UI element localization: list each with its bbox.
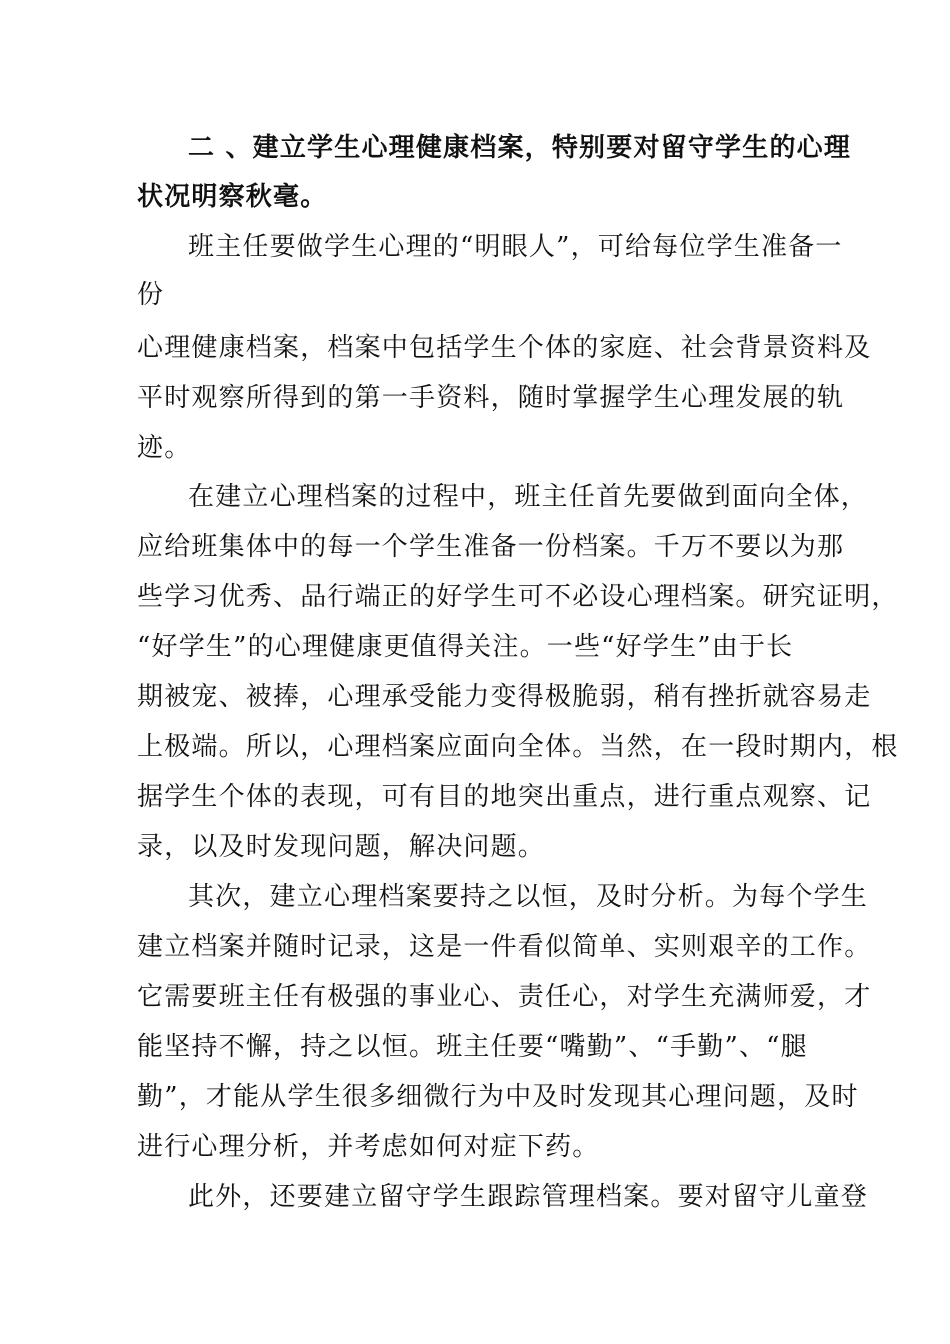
paragraph-2-line-7: 据学生个体的表现，可有目的地突出重点，进行重点观察、记 (137, 782, 872, 812)
paragraph-3-line-3: 它需要班主任有极强的事业心、责任心，对学生充满师爱，才 (137, 982, 872, 1012)
paragraph-3-line-5: 勤”，才能从学生很多细微行为中及时发现其心理问题，及时 (137, 1082, 859, 1112)
paragraph-3-line-2: 建立档案并随时记录，这是一件看似简单、实则艰辛的工作。 (137, 932, 872, 962)
paragraph-1-line-2: 份 (137, 280, 165, 310)
paragraph-4-line-1: 此外，还要建立留守学生跟踪管理档案。要对留守儿童登 (188, 1182, 869, 1212)
section-heading-line-2: 状况明察秋毫。 (137, 182, 328, 212)
paragraph-3-line-1: 其次，建立心理档案要持之以恒，及时分析。为每个学生 (188, 882, 869, 912)
paragraph-1-line-5: 迹。 (137, 433, 192, 463)
paragraph-2-line-1: 在建立心理档案的过程中，班主任首先要做到面向全体， (188, 482, 869, 512)
paragraph-2-line-5: 期被宠、被捧，心理承受能力变得极脆弱，稍有挫折就容易走 (137, 682, 872, 712)
paragraph-2-line-6: 上极端。所以，心理档案应面向全体。当然，在一段时期内，根 (137, 732, 899, 762)
paragraph-2-line-3: 些学习优秀、品行端正的好学生可不必设心理档案。研究证明， (137, 582, 899, 612)
paragraph-2-line-8: 录，以及时发现问题，解决问题。 (137, 832, 546, 862)
paragraph-3-line-4: 能坚持不懈，持之以恒。班主任要“嘴勤”、“手勤”、“腿 (137, 1032, 808, 1062)
paragraph-2-line-4: “好学生”的心理健康更值得关注。一些“好学生”由于长 (137, 632, 794, 662)
paragraph-3-line-6: 进行心理分析，并考虑如何对症下药。 (137, 1132, 600, 1162)
paragraph-2-line-2: 应给班集体中的每一个学生准备一份档案。千万不要以为那 (137, 532, 845, 562)
section-heading-line-1: 二 、建立学生心理健康档案，特别要对留守学生的心理 (188, 133, 852, 163)
paragraph-1-line-3: 心理健康档案，档案中包括学生个体的家庭、社会背景资料及 (137, 333, 872, 363)
paragraph-1-line-1: 班主任要做学生心理的“明眼人”，可给每位学生准备一 (188, 232, 843, 262)
paragraph-1-line-4: 平时观察所得到的第一手资料，随时掌握学生心理发展的轨 (137, 383, 845, 413)
